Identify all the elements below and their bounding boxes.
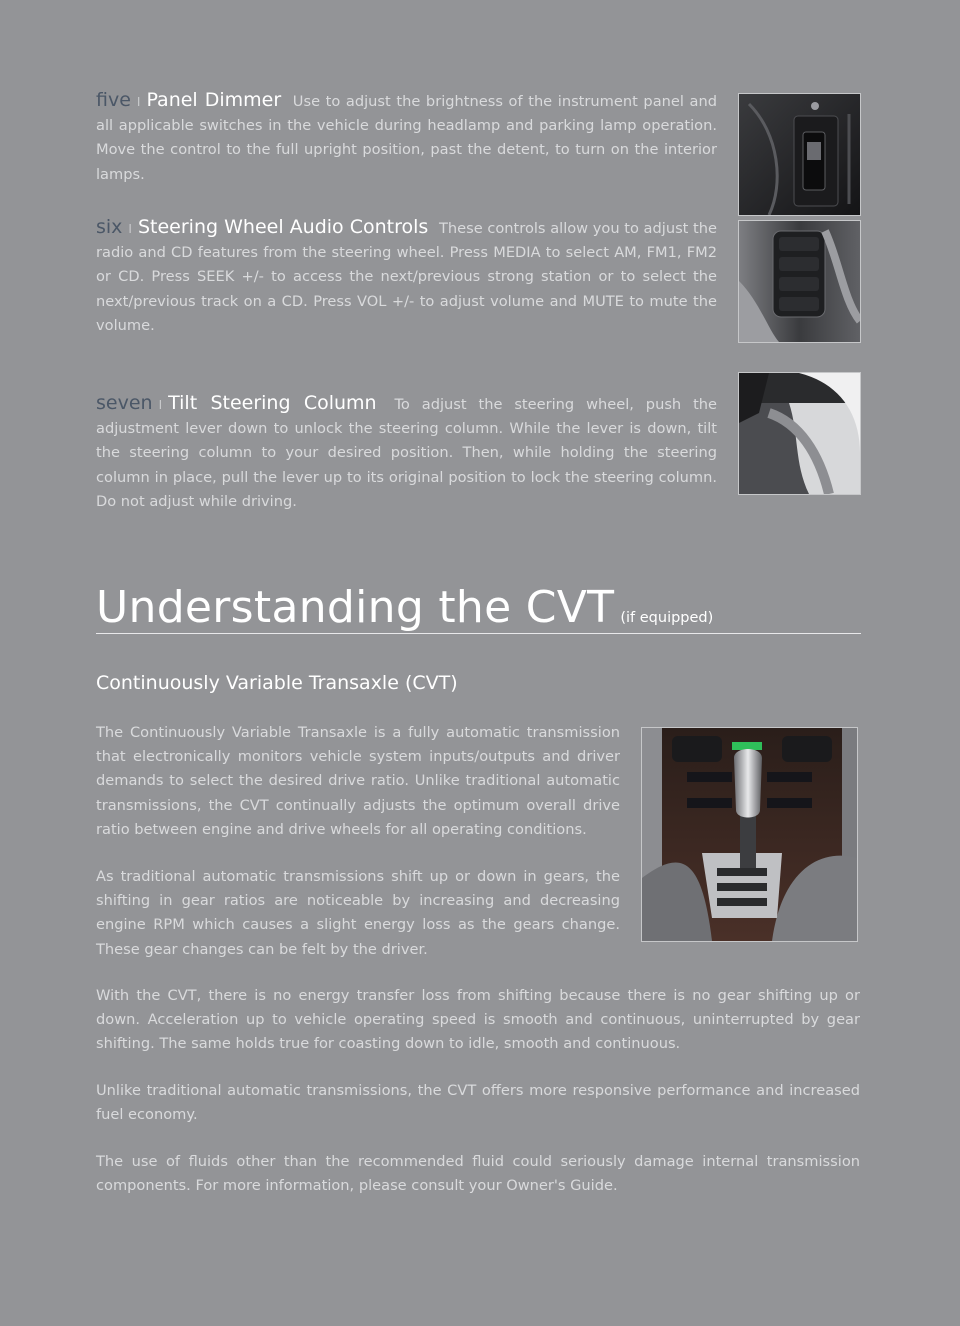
section-title-text: Understanding the CVT (96, 582, 615, 633)
item-body: These controls allow you to adjust the radio and CD features from the steering wheel. Press MEDIA to select AM, FM1, FM2 or CD. Press SEEK +/- to access the next/previous strong station or to select the next/previous track on a CD. Press VOL +/- to adjust volume and MUTE to mute the volume. (96, 220, 717, 334)
item-heading: Tilt Steering Column (168, 392, 377, 414)
separator: I (136, 95, 141, 109)
panel-dimmer-photo (738, 93, 861, 216)
cvt-paragraph-5: The use of fluids other than the recommended fluid could seriously damage internal transmission components. For more information, please consult your Owner's Guide. (96, 1153, 860, 1195)
separator: I (158, 398, 163, 412)
cvt-paragraph-4: Unlike traditional automatic transmissions, the CVT offers more responsive performance and increased fuel economy. (96, 1082, 860, 1124)
item-number: five (96, 89, 131, 111)
cvt-paragraph-2: As traditional automatic transmissions shift up or down in gears, the shifting in gear ratios are noticeable by increasing and decreasing engine RPM which causes a slight energy loss as the gears change. These gear changes can be felt by the driver. (96, 868, 620, 958)
section-subtitle: Continuously Variable Transaxle (CVT) (96, 672, 458, 694)
steering-audio-controls-photo (738, 220, 861, 343)
cvt-paragraph-3: With the CVT, there is no energy transfer loss from shifting because there is no gear shifting up or down. Acceleration up to vehicle operating speed is smooth and continuous, uninterrupted by gear shifting. The same holds true for coasting down to idle, smooth and continuous. (96, 987, 860, 1053)
section-title (96, 580, 861, 634)
item-number: six (96, 216, 123, 238)
item-five (96, 88, 717, 187)
item-body: To adjust the steering wheel, push the adjustment lever down to unlock the steering column. While the lever is down, tilt the steering column to your desired position. Then, while holding the steering column in place, pull the lever up to its original position to lock the steering column. Do not adjust while driving. (96, 396, 718, 510)
separator: I (128, 222, 132, 236)
item-heading: Steering Wheel Audio Controls (137, 216, 429, 238)
item-body: Use to adjust the brightness of the instrument panel and all applicable switches in the vehicle during headlamp and parking lamp operation. Move the control to the full upright position, past the detent, to turn on the interior lamps. (96, 93, 717, 183)
section-title-note: (if equipped) (620, 610, 714, 626)
item-seven (96, 391, 717, 514)
cvt-shifter-photo (641, 727, 858, 942)
cvt-paragraph-1: The Continuously Variable Transaxle is a fully automatic transmission that electronically monitors vehicle system inputs/outputs and driver demands to select the desired drive ratio. Unlike traditional automatic transmissions, the CVT continually adjusts the optimum overall drive ratio between engine and drive wheels for all operating conditions. (96, 724, 620, 838)
tilt-steering-column-photo (738, 372, 861, 495)
item-number: seven (96, 392, 153, 414)
item-heading: Panel Dimmer (146, 89, 282, 111)
item-six (96, 215, 717, 338)
